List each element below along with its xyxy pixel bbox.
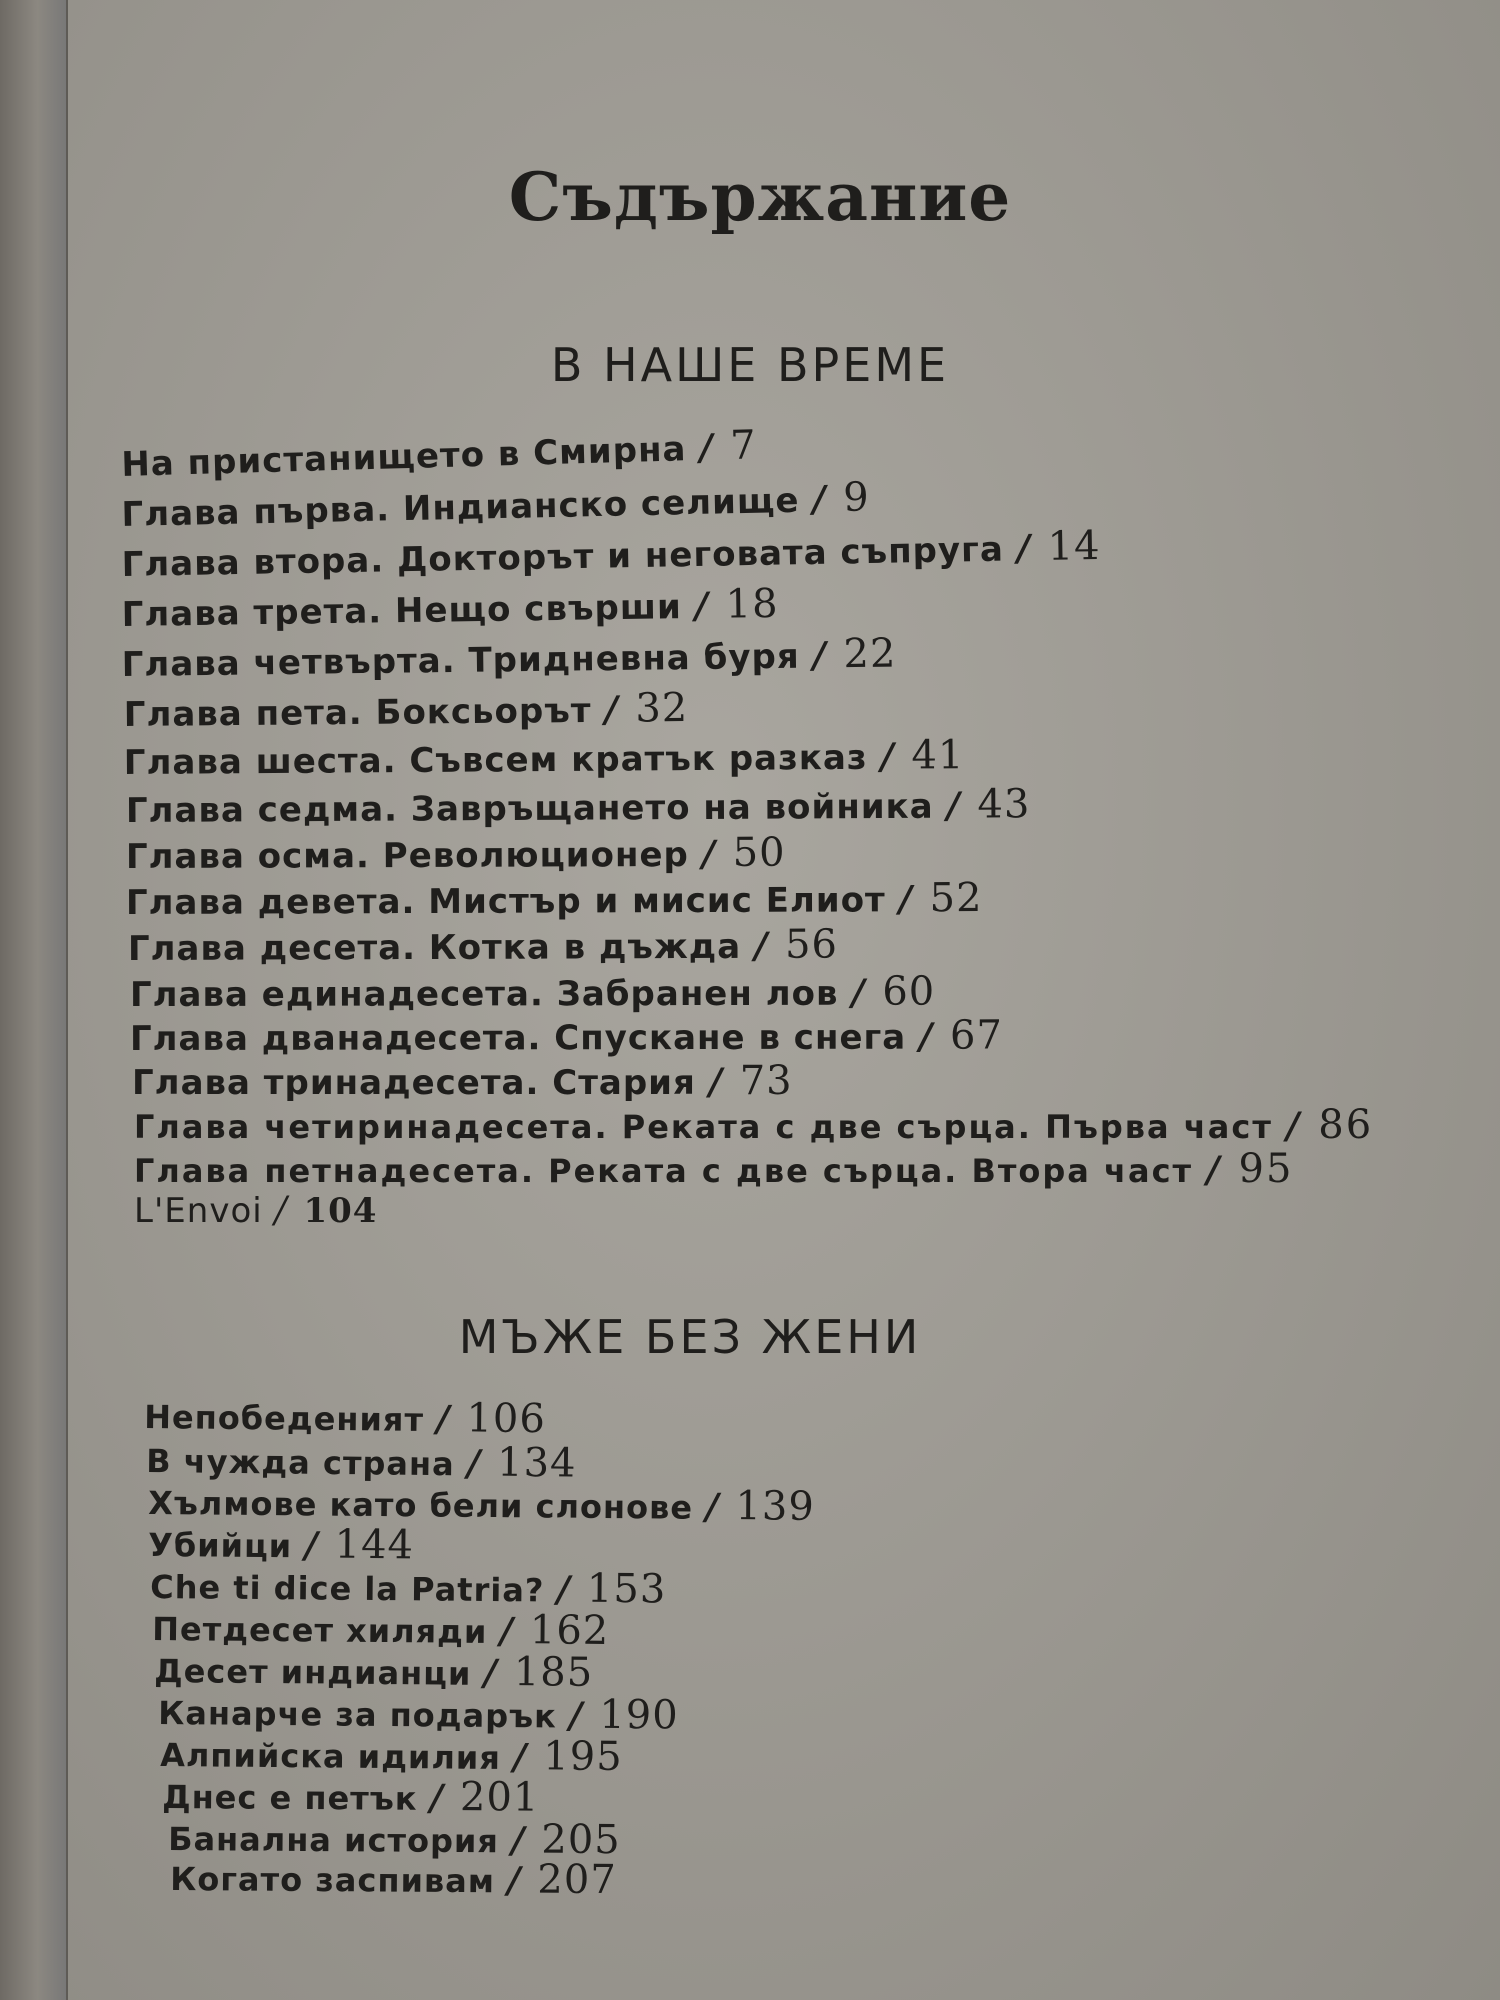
entry-title: Глава първа. Индианско селище (121, 480, 800, 536)
page-number: 153 (586, 1565, 667, 1613)
page-number: 106 (466, 1395, 547, 1443)
page-title: Съдържание (508, 158, 1012, 236)
toc-entry: Che ti dice la Patria? / 153 (150, 1565, 667, 1613)
toc-entry: Непобеденият / 106 (144, 1395, 547, 1443)
page-number: 205 (541, 1816, 621, 1864)
toc-entry: Петдесет хиляди / 162 (152, 1607, 610, 1654)
toc-entry: Канарче за подарък / 190 (158, 1691, 679, 1739)
page-number: 18 (725, 580, 779, 628)
entry-title: Глава десета. Котка в дъжда (127, 926, 742, 969)
entry-title: Убийци (148, 1526, 293, 1566)
entry-title: Алпийска идилия (160, 1736, 502, 1777)
entry-title: Глава единадесета. Забранен лов (129, 973, 839, 1015)
page-number: 139 (735, 1483, 816, 1530)
entry-title: Петдесет хиляди (152, 1610, 488, 1651)
entry-title: Глава седма. Завръщането на войника (125, 786, 934, 831)
toc-entry: Глава четвърта. Тридневна буря / 22 (121, 630, 897, 686)
page-number: 162 (529, 1607, 610, 1654)
entry-title: Глава девета. Мистър и мисис Елиот (125, 880, 886, 923)
toc-entry: Глава дванадесета. Спускане в снега / 67 (129, 1012, 1003, 1059)
toc-entry: На пристанището в Смирна / 7 (120, 422, 758, 486)
page-number: 104 (303, 1191, 378, 1231)
toc-entry: Глава десета. Котка в дъжда / 56 (127, 921, 839, 969)
page-number: 201 (459, 1774, 540, 1821)
toc-entry: Глава четиринадесета. Реката с две сърца. Първа част / 86 (134, 1102, 1374, 1148)
toc-entry: Алпийска идилия / 195 (160, 1733, 623, 1781)
page-number: 185 (513, 1649, 594, 1696)
entry-title: Глава тринадесета. Стария (132, 1063, 696, 1103)
entry-title: Канарче за подарък (158, 1694, 558, 1736)
section-heading-mazhe-bez-zheni: МЪЖЕ БЕЗ ЖЕНИ (458, 1310, 922, 1364)
page-number: 73 (739, 1058, 793, 1104)
entry-title: Che ti dice la Patria? (150, 1568, 545, 1610)
page-number: 195 (543, 1733, 623, 1781)
page-number: 41 (911, 732, 965, 779)
entry-title: Глава шеста. Съвсем кратък разказ (123, 737, 868, 783)
page-number: 190 (599, 1691, 679, 1739)
page-number: 134 (496, 1439, 577, 1487)
entry-title: В чужда страна (146, 1442, 455, 1484)
toc-entry: Хълмове като бели слонове / 139 (148, 1483, 816, 1530)
entry-title: Глава петнадесета. Реката с две сърца. Втора част (134, 1152, 1194, 1190)
toc-entry: Глава трета. Нещо свърши / 18 (121, 580, 779, 636)
page-number: 50 (732, 829, 786, 876)
toc-entry: Глава осма. Революционер / 50 (125, 829, 786, 877)
entry-title: На пристанището в Смирна (120, 429, 688, 486)
toc-entry: Глава втора. Докторът и неговата съпруга / 14 (121, 522, 1101, 586)
entry-title: L'Envoi (134, 1191, 263, 1231)
toc-entry: Глава петнадесета. Реката с две сърца. Втора част / 95 (134, 1146, 1294, 1192)
page-number: 43 (977, 781, 1031, 828)
entry-title: Днес е петък (162, 1778, 418, 1818)
toc-entry: Убийци / 144 (148, 1521, 415, 1569)
toc-entry: Глава първа. Индианско селище / 9 (121, 474, 871, 536)
entry-title: Глава пета. Боксьорът (123, 690, 592, 736)
page-number: 95 (1238, 1146, 1294, 1192)
page-number: 7 (729, 422, 758, 469)
page-number: 86 (1318, 1102, 1374, 1148)
toc-entry: Десет индианци / 185 (154, 1649, 594, 1696)
toc-entry: Глава пета. Боксьорът / 32 (123, 685, 689, 736)
toc-entry: Глава девета. Мистър и мисис Елиот / 52 (125, 875, 983, 923)
page-number: 32 (635, 685, 689, 732)
toc-entry: L'Envoi / 104 (134, 1190, 378, 1231)
book-spine-shadow (0, 0, 68, 2000)
page-number: 52 (929, 875, 983, 922)
entry-title: Глава осма. Революционер (125, 835, 689, 877)
entry-title: Глава четиринадесета. Реката с две сърца. Първа част (134, 1108, 1273, 1146)
toc-entry: Глава шеста. Съвсем кратък разказ / 41 (123, 732, 965, 783)
entry-title: Банална история (168, 1820, 500, 1861)
toc-entry: Банална история / 205 (168, 1816, 621, 1864)
section-heading-v-nashe-vreme: В НАШЕ ВРЕМЕ (550, 338, 950, 392)
toc-entry: Днес е петък / 201 (162, 1774, 540, 1821)
toc-entry: Глава единадесета. Забранен лов / 60 (129, 968, 936, 1015)
entry-title: Когато заспивам (170, 1860, 496, 1901)
page-number: 56 (784, 921, 839, 968)
entry-title: Глава дванадесета. Спускане в снега (129, 1017, 907, 1059)
toc-entry: Глава седма. Завръщането на войника / 43 (125, 781, 1031, 831)
toc-entry: Когато заспивам / 207 (170, 1856, 617, 1904)
page-number: 9 (842, 474, 871, 521)
entry-title: Десет индианци (154, 1652, 472, 1693)
page-number: 14 (1047, 522, 1101, 570)
page-number: 207 (537, 1856, 617, 1904)
entry-title: Глава трета. Нещо свърши (121, 587, 683, 636)
entry-title: Непобеденият (144, 1398, 425, 1439)
page-number: 60 (882, 968, 936, 1015)
entry-title: Глава четвърта. Тридневна буря (121, 636, 800, 686)
page-number: 67 (949, 1012, 1003, 1059)
book-page (66, 0, 1500, 2000)
page-number: 22 (843, 630, 897, 678)
entry-title: Глава втора. Докторът и неговата съпруга (121, 529, 1005, 586)
toc-entry: Глава тринадесета. Стария / 73 (132, 1058, 793, 1104)
entry-title: Хълмове като бели слонове (148, 1484, 694, 1527)
toc-entry: В чужда страна / 134 (146, 1439, 577, 1487)
page-number: 144 (334, 1521, 415, 1569)
